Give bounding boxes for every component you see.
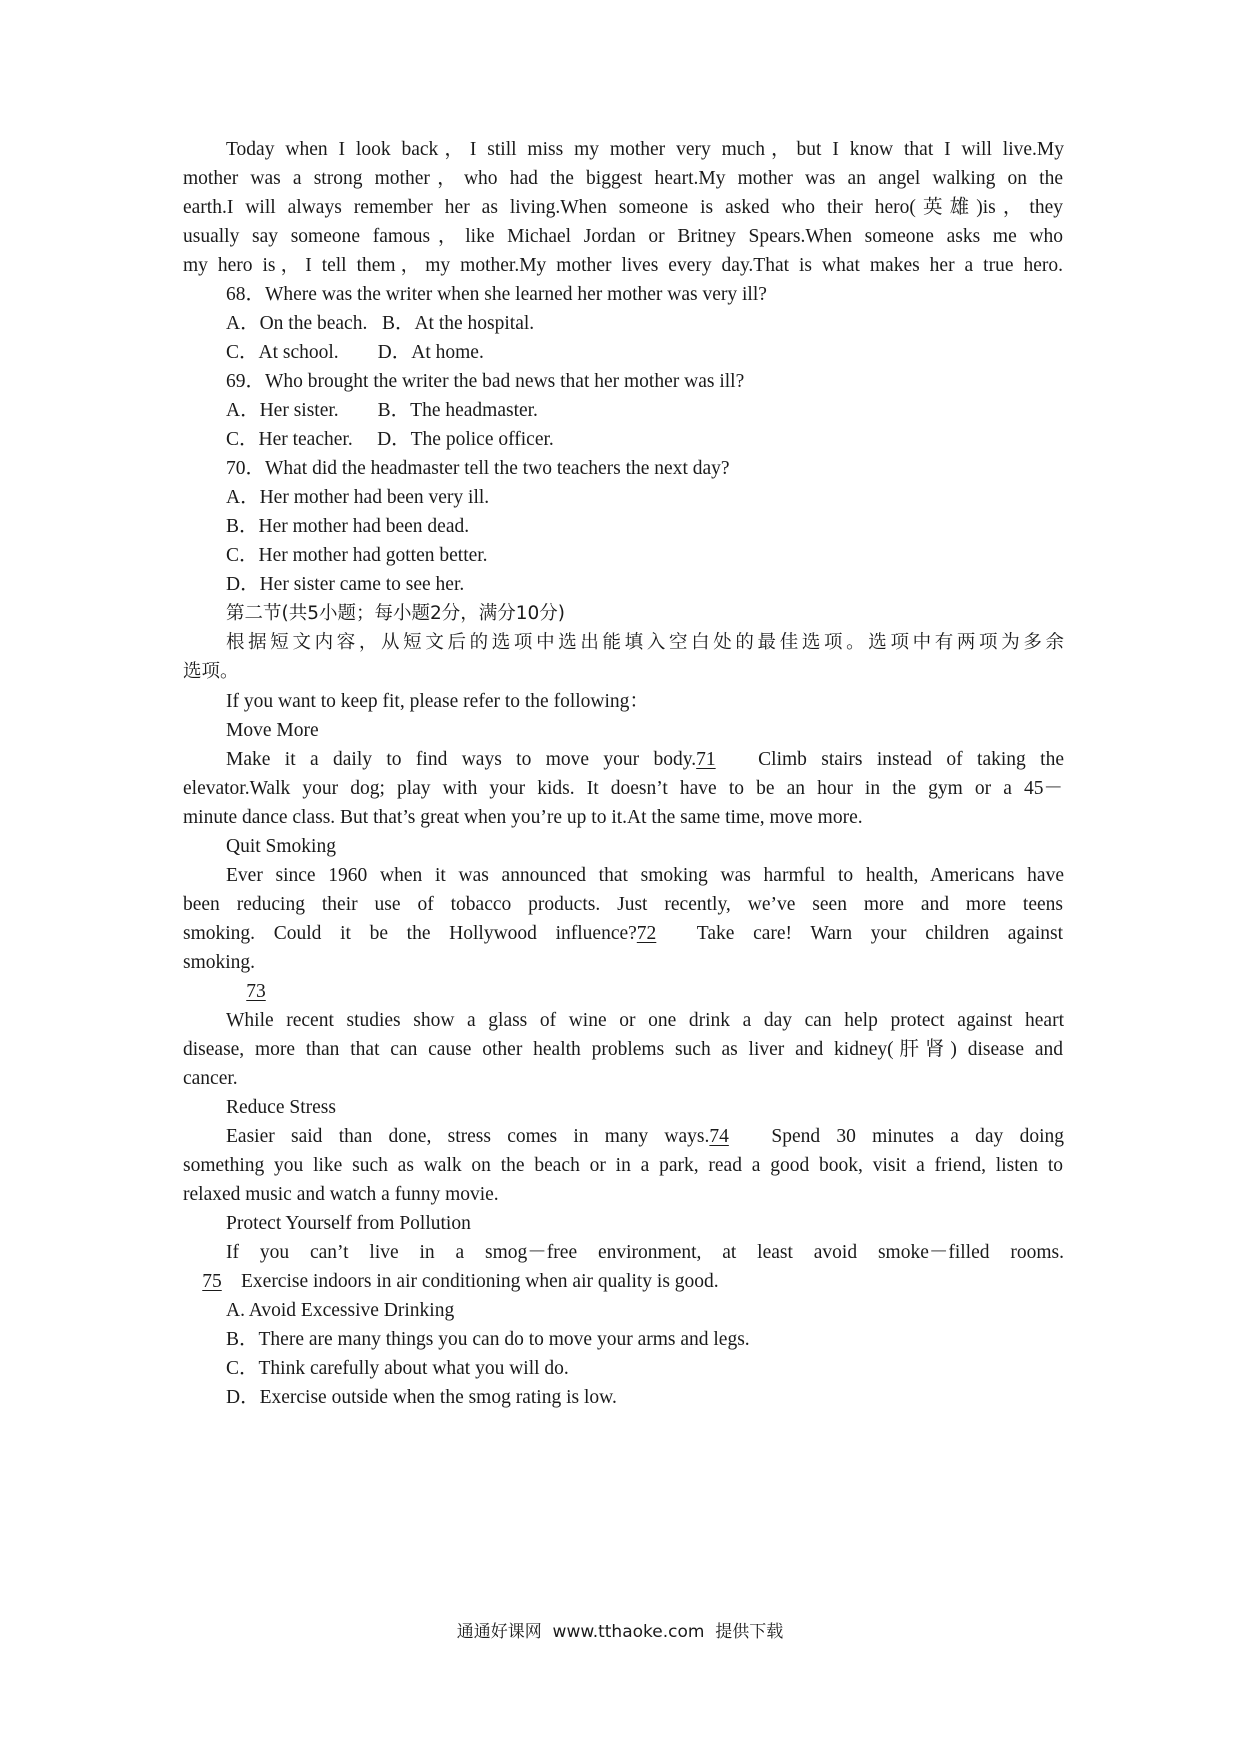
question-68-options-row2: C．At school. D．At home. <box>226 342 484 363</box>
subheading-quit-smoking: Quit Smoking <box>226 836 336 857</box>
paragraph-line: While recent studies show a glass of wine or one drink a day can help protect against heart <box>226 1010 1064 1031</box>
paragraph-line: If you can’t live in a smog－free environment, at least avoid smoke－filled rooms. <box>226 1242 1064 1263</box>
paragraph-line <box>226 744 1064 776</box>
paragraph-line: Ever since 1960 when it was announced that smoking was harmful to health, Americans have <box>226 865 1064 886</box>
section-instructions: 根据短文内容，从短文后的选项中选出能填入空白处的最佳选项。选项中有两项为多余 <box>226 632 1064 653</box>
subheading-move-more: Move More <box>226 720 319 741</box>
text: Take care! Warn your children against <box>696 923 1063 944</box>
subheading-blank <box>226 976 1064 1008</box>
question-70-option-c: C．Her mother had gotten better. <box>226 545 488 566</box>
passage-line: earth.I will always remember her as living.When someone is asked who their hero(英雄)is，they <box>183 197 1063 218</box>
paragraph-line: disease, more than that can cause other health problems such as liver and kidney(肝肾) disease and <box>183 1039 1063 1060</box>
text: Exercise indoors in air conditioning when air quality is good. <box>241 1271 719 1292</box>
paragraph-line: minute dance class. But that’s great when you’re up to it.At the same time, move more. <box>183 807 863 828</box>
option-d: D．Exercise outside when the smog rating is low. <box>226 1387 617 1408</box>
section-heading: 第二节(共5小题；每小题2分，满分10分) <box>226 603 566 624</box>
passage-line: my hero is，I tell them，my mother.My mother lives every day.That is what makes her a true hero. <box>183 255 1063 276</box>
passage-line: usually say someone famous，like Michael Jordan or Britney Spears.When someone asks me who <box>183 226 1063 247</box>
paragraph-line: elevator.Walk your dog; play with your kids. It doesn’t have to be an hour in the gym or a 45－ <box>183 778 1063 799</box>
paragraph-line: smoking. <box>183 952 256 973</box>
paragraph-line: relaxed music and watch a funny movie. <box>183 1184 499 1205</box>
passage-line: Today when I look back，I still miss my mother very much，but I know that I will live.My <box>226 139 1064 160</box>
text: Easier said than done, stress comes in many ways. <box>226 1126 710 1147</box>
question-70-stem: 70．What did the headmaster tell the two teachers the next day? <box>226 458 730 479</box>
question-68-options-row1: A．On the beach. B．At the hospital. <box>226 313 535 334</box>
text: smoking. Could it be the Hollywood influence? <box>183 923 637 944</box>
option-a: A. Avoid Excessive Drinking <box>226 1300 455 1321</box>
question-70-option-b: B．Her mother had been dead. <box>226 516 470 537</box>
blank-72: 72 <box>636 923 657 944</box>
paragraph-line <box>226 1121 1064 1153</box>
paragraph-line: been reducing their use of tobacco products. Just recently, we’ve seen more and more teens <box>183 894 1063 915</box>
passage-line: mother was a strong mother，who had the biggest heart.My mother was an angel walking on the <box>183 168 1063 189</box>
blank-73: 73 <box>246 981 266 1002</box>
page-footer: 通通好课网 www.tthaoke.com 提供下载 <box>456 1622 784 1642</box>
section-instructions-cont: 选项。 <box>183 661 239 682</box>
subheading-protect-pollution: Protect Yourself from Pollution <box>226 1213 471 1234</box>
article-intro: If you want to keep fit, please refer to the following： <box>226 691 649 712</box>
paragraph-line: cancer. <box>183 1068 238 1089</box>
text: Make it a daily to find ways to move your body. <box>226 749 697 770</box>
question-69-options-row2: C．Her teacher. D．The police officer. <box>226 429 554 450</box>
text: Spend 30 minutes a day doing <box>771 1126 1065 1147</box>
question-69-stem: 69．Who brought the writer the bad news that her mother was ill? <box>226 371 745 392</box>
option-b: B．There are many things you can do to move your arms and legs. <box>226 1329 750 1350</box>
paragraph-line: something you like such as walk on the beach or in a park, read a good book, visit a friend, listen to <box>183 1155 1063 1176</box>
blank-71: 71 <box>696 749 716 770</box>
blank-75: 75 <box>202 1271 222 1292</box>
paragraph-line <box>183 918 1063 950</box>
question-68-stem: 68．Where was the writer when she learned her mother was very ill? <box>226 284 767 305</box>
subheading-reduce-stress: Reduce Stress <box>226 1097 336 1118</box>
text: Climb stairs instead of taking the <box>758 749 1064 770</box>
question-70-option-d: D．Her sister came to see her. <box>226 574 465 595</box>
question-69-options-row1: A．Her sister. B．The headmaster. <box>226 400 538 421</box>
blank-74: 74 <box>709 1126 729 1147</box>
question-70-option-a: A．Her mother had been very ill. <box>226 487 490 508</box>
paragraph-line <box>183 1266 1063 1298</box>
option-c: C．Think carefully about what you will do. <box>226 1358 569 1379</box>
